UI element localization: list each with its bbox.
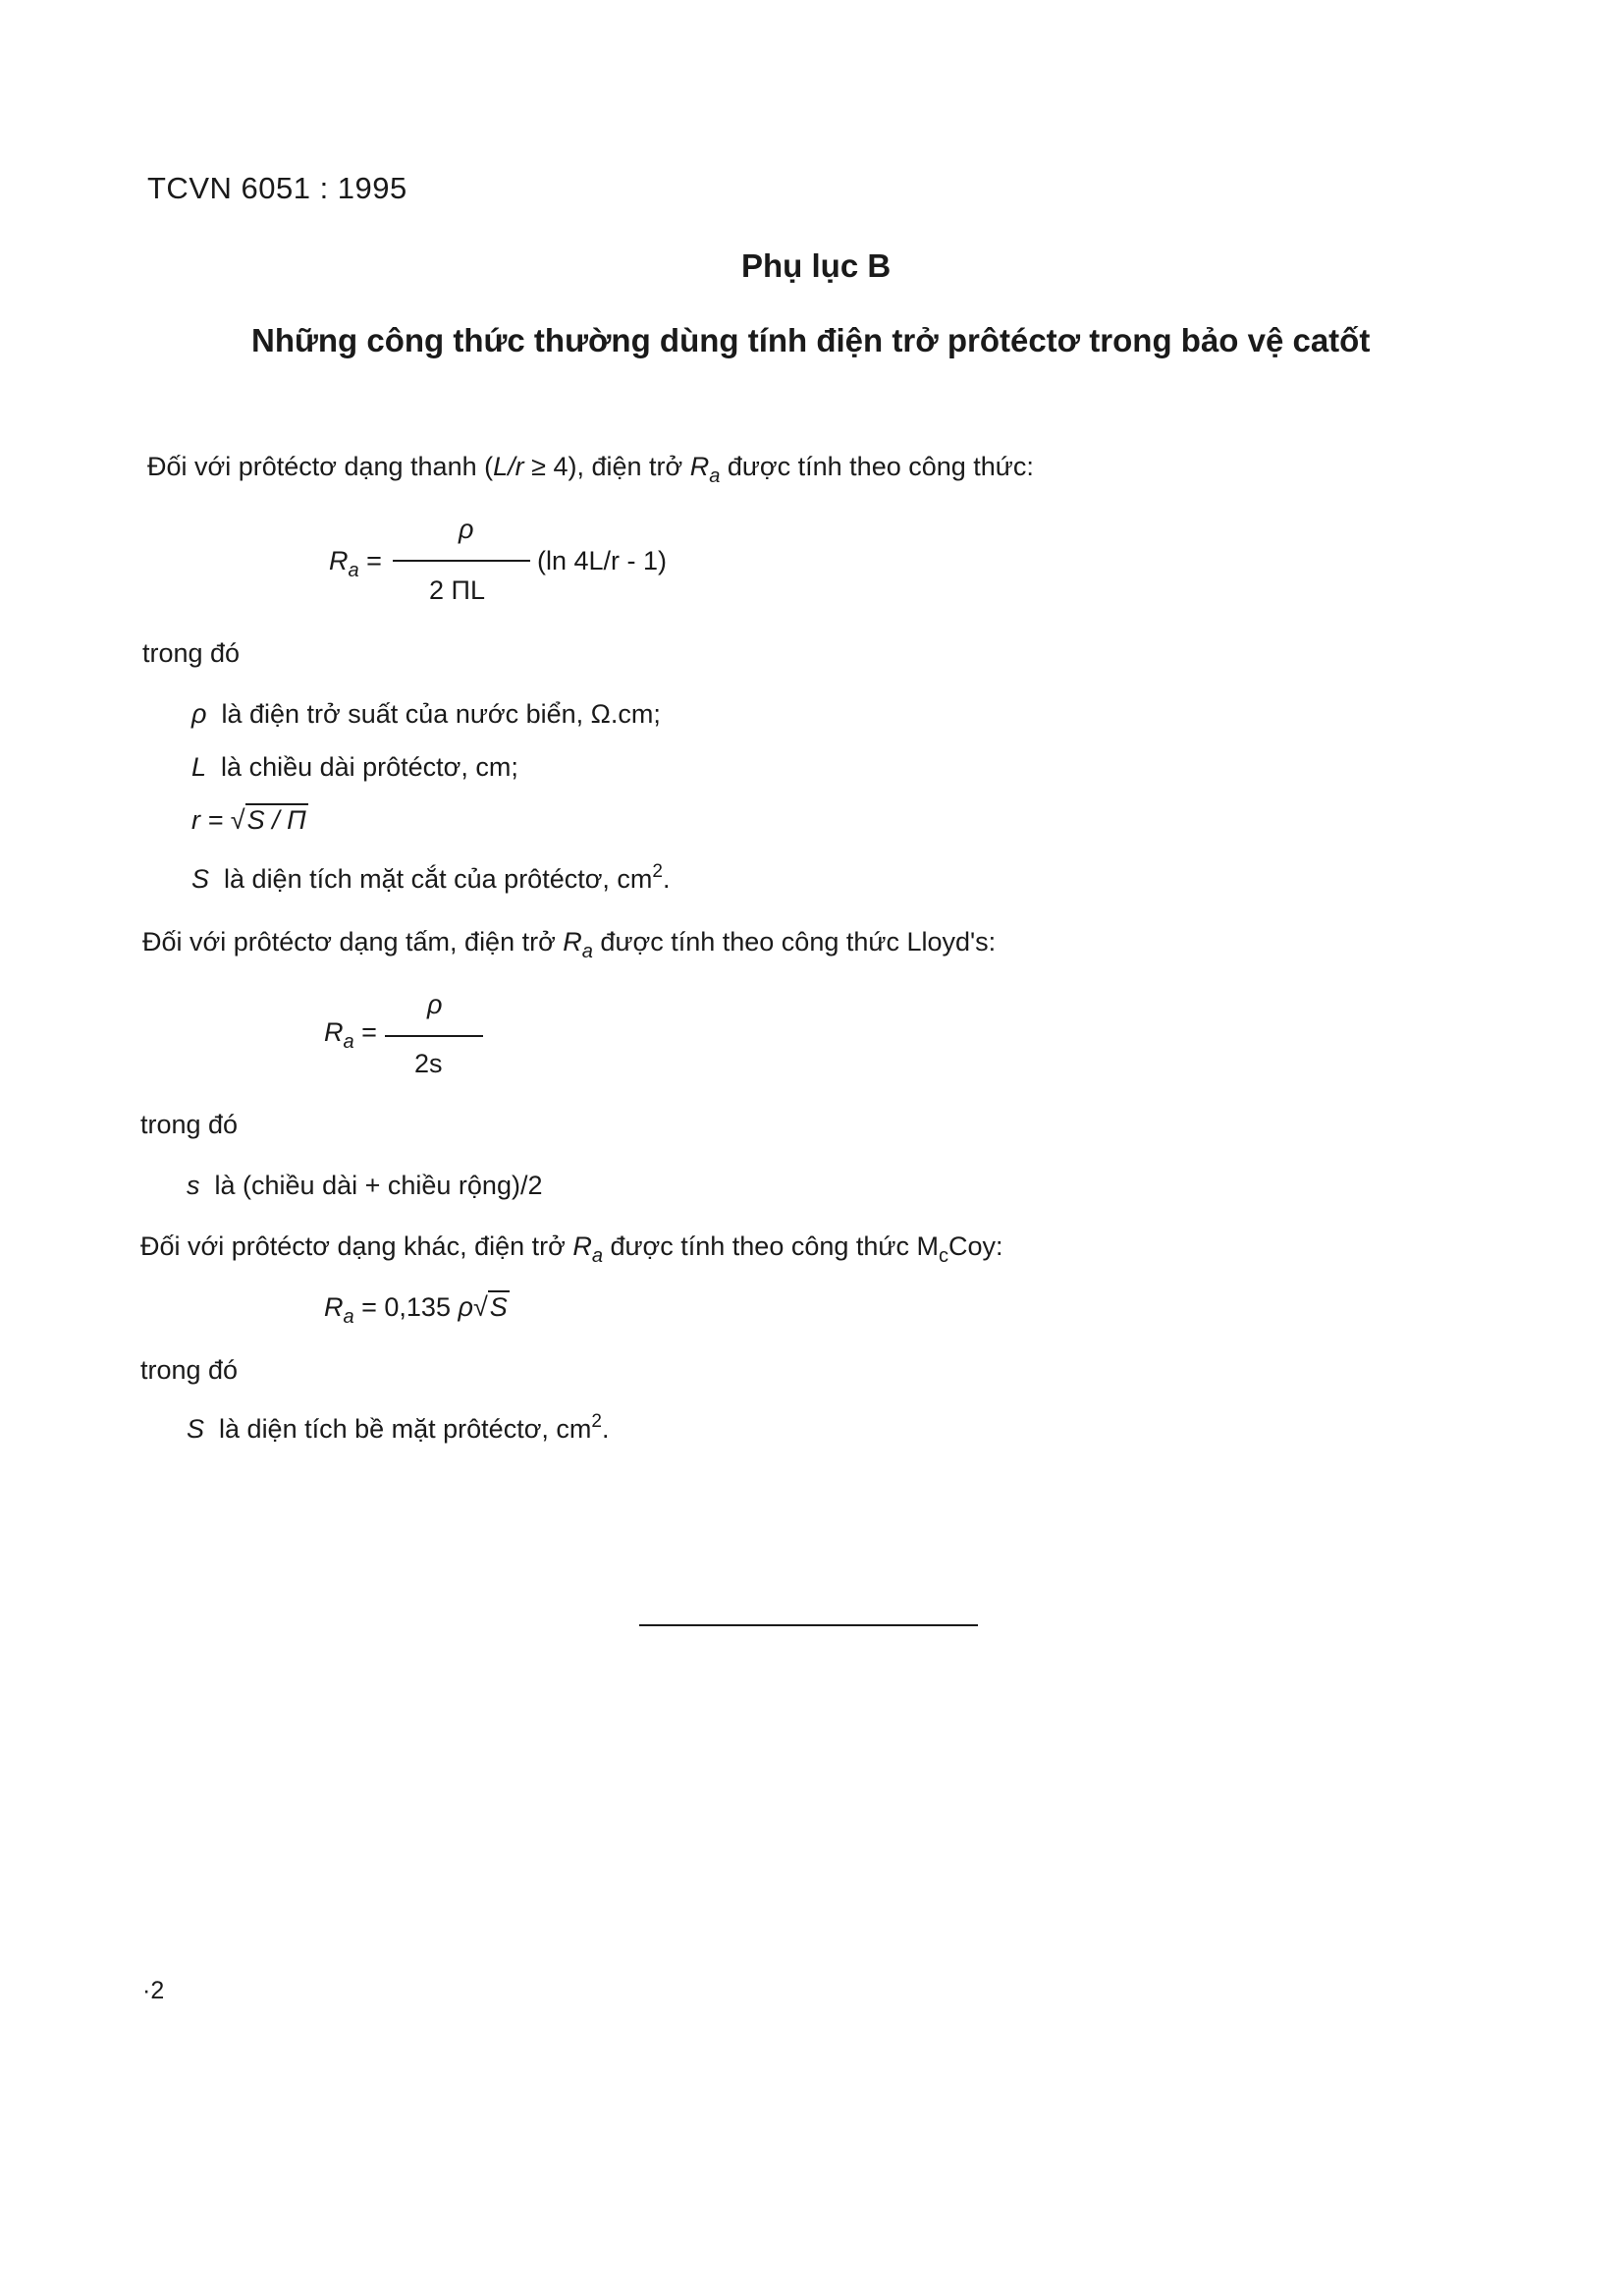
section3-intro: Đối với prôtéctơ dạng khác, điện trở $R_a$ được tính theo công thức $M_cCoy$: bbox=[140, 1231, 1003, 1267]
standard-code: TCVN 6051 : 1995 bbox=[147, 171, 407, 205]
section3-where: trong đó bbox=[140, 1355, 239, 1385]
formula-rod-fraction-bar bbox=[393, 560, 530, 562]
section2-where: trong đó bbox=[140, 1110, 239, 1139]
def-area: S là diện tích mặt cắt của prôtéctơ, $cm^2$. bbox=[191, 861, 671, 894]
formula-plate-lhs: R bbox=[324, 1017, 344, 1047]
sqrt-icon: √ bbox=[230, 805, 245, 835]
formula-plate-denominator: 2s bbox=[414, 1049, 443, 1078]
appendix-title: Những công thức thường dùng tính điện trở prôtéctơ trong bảo vệ catốt bbox=[251, 322, 1371, 358]
formula-plate-fraction-bar bbox=[385, 1035, 483, 1037]
formula-rod-numerator: ρ bbox=[459, 515, 474, 544]
def-radius: r = √S / Π bbox=[191, 805, 306, 835]
formula-rod-tail: (ln 4L/r - 1) bbox=[537, 546, 668, 575]
appendix-label: Phụ lục B bbox=[741, 247, 892, 284]
def-s: s là (chiều dài + chiều rộng)/2 bbox=[187, 1171, 543, 1200]
def-surface-area: S là diện tích bề mặt prôtéctơ, $cm^2$. bbox=[187, 1411, 610, 1444]
formula-rod-lhs: R bbox=[329, 546, 349, 575]
formula-rod-denominator: 2 ΠL bbox=[429, 575, 486, 605]
section1-intro: Đối với prôtéctơ dạng thanh (L/r ≥ 4), điện trở $R_a$ được tính theo công thức: bbox=[147, 452, 1034, 487]
def-rho: ρ là điện trở suất của nước biển, Ω.cm; bbox=[191, 699, 661, 729]
formula-mccoy: $R_a = 0,135$ ρ√S bbox=[324, 1292, 508, 1328]
sqrt-icon: √ bbox=[472, 1292, 488, 1322]
def-length: L là chiều dài prôtéctơ, cm; bbox=[191, 752, 518, 782]
section1-where: trong đó bbox=[142, 638, 241, 668]
page-number: ·2 bbox=[142, 1977, 165, 2004]
section2-intro: Đối với prôtéctơ dạng tấm, điện trở $R_a$ được tính theo công thức Lloyd's: bbox=[142, 927, 997, 962]
end-rule bbox=[639, 1624, 978, 1626]
formula-plate-numerator: ρ bbox=[427, 990, 443, 1019]
